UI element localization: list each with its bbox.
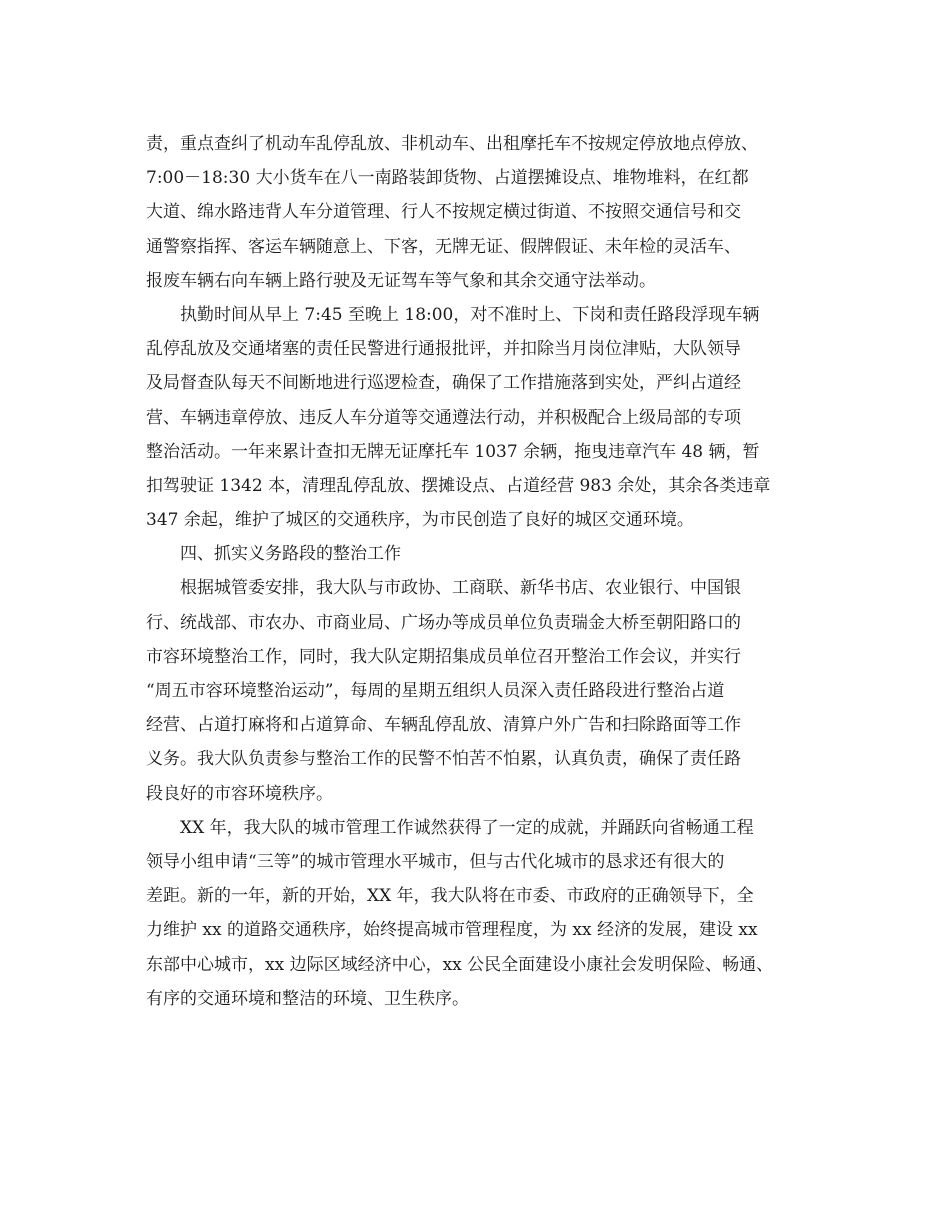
- text-line: 大道、绵水路违背人车分道管理、行人不按规定横过街道、不按照交通信号和交: [146, 202, 741, 223]
- text-line: 报废车辆右向车辆上路行驶及无证驾车等气象和其余交通守法举动。: [146, 270, 656, 291]
- text-line: 责，重点查纠了机动车乱停乱放、非机动车、出租摩托车不按规定停放地点停放、: [146, 134, 758, 154]
- paragraph-1: [146, 127, 826, 298]
- document-body: [146, 127, 826, 1016]
- text-line: 义务。我大队负责参与整治工作的民警不怕苦不怕累，认真负责，确保了责任路: [146, 749, 741, 770]
- text-line: 东部中心城市，xx 边际区域经济中心，xx 公民全面建设小康社会发明保险、畅通、: [146, 954, 774, 975]
- text-line: 力维护 xx 的道路交通秩序，始终提高城市管理程度，为 xx 经济的发展，建设 xx: [146, 920, 758, 941]
- text-line: 乱停乱放及交通堵塞的责任民警进行通报批评，并扣除当月岗位津贴，大队领导: [146, 339, 741, 360]
- text-line: 根据城管委安排，我大队与市政协、工商联、新华书店、农业银行、中国银: [180, 578, 741, 599]
- text-line: 段良好的市容环境秩序。: [146, 783, 333, 804]
- text-line: 领导小组申请“三等”的城市管理水平城市，但与古代化城市的恳求还有很大的: [146, 851, 725, 872]
- paragraph-3: [146, 571, 826, 810]
- text-line: XX 年，我大队的城市管理工作诚然获得了一定的成就，并踊跃向省畅通工程: [180, 817, 754, 838]
- heading-text: 四、抓实义务路段的整治工作: [180, 544, 401, 565]
- text-line: 行、统战部、市农办、市商业局、广场办等成员单位负责瑞金大桥至朝阳路口的: [146, 612, 741, 633]
- text-line: 有序的交通环境和整洁的环境、卫生秩序。: [146, 988, 469, 1009]
- text-line: 执勤时间从早上 7:45 至晚上 18:00，对不准时上、下岗和责任路段浮现车辆: [180, 304, 760, 325]
- text-line: 7:00－18:30 大小货车在八一南路装卸货物、占道摆摊设点、堆物堆料，在红都: [146, 168, 749, 189]
- text-line: 市容环境整治工作，同时，我大队定期招集成员单位召开整治工作会议，并实行: [146, 646, 741, 667]
- text-line: 通警察指挥、客运车辆随意上、下客，无牌无证、假牌假证、未年检的灵活车、: [146, 236, 741, 257]
- text-line: 扣驾驶证 1342 本，清理乱停乱放、摆摊设点、占道经营 983 余处，其余各类违章: [146, 475, 771, 496]
- text-line: 营、车辆违章停放、违反人车分道等交通遵法行动，并积极配合上级局部的专项: [146, 407, 741, 428]
- paragraph-2: [146, 298, 826, 537]
- section-heading: [146, 537, 826, 571]
- text-line: 347 余起，维护了城区的交通秩序，为市民创造了良好的城区交通环境。: [146, 510, 694, 531]
- text-line: 差距。新的一年，新的开始，XX 年，我大队将在市委、市政府的正确领导下，全: [146, 886, 754, 907]
- text-line: 经营、占道打麻将和占道算命、车辆乱停乱放、清算户外广告和扫除路面等工作: [146, 715, 741, 736]
- paragraph-4: [146, 811, 826, 1016]
- text-line: “周五市容环境整治运动”，每周的星期五组织人员深入责任路段进行整治占道: [146, 681, 725, 701]
- text-line: 整治活动。一年来累计查扣无牌无证摩托车 1037 余辆，拖曳违章汽车 48 辆，暂: [146, 441, 760, 462]
- text-line: 及局督查队每天不间断地进行巡逻检查，确保了工作措施落到实处，严纠占道经: [146, 373, 741, 394]
